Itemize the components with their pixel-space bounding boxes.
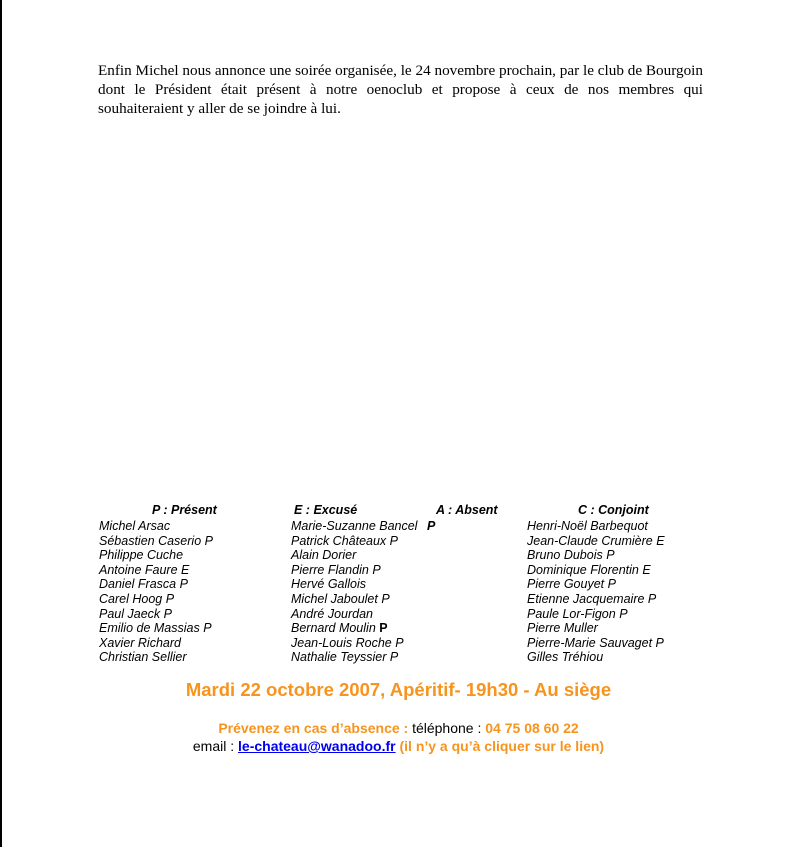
member-entry [527,534,665,549]
phone-label: téléphone : [412,720,482,736]
member-entry [99,636,213,651]
member-entry [99,534,213,549]
member-status: E [656,533,665,548]
member-status: P [203,621,212,636]
member-name: Emilio de Massias [99,621,200,636]
member-entry [291,636,435,651]
member-name: Hervé Gallois [291,577,367,592]
member-entry [99,519,213,534]
member-status: P [389,533,399,548]
member-name: Pierre Gouyet [527,577,605,592]
member-entry [291,621,435,636]
member-entry [527,636,665,651]
member-entry [291,607,435,622]
legend-conjoint: C : Conjoint [578,503,649,517]
member-entry [291,548,435,563]
member-entry [291,563,435,578]
member-status: P [426,519,436,533]
member-name: Jean-Claude Crumière [527,533,653,548]
legend-absent: A : Absent [436,503,498,517]
member-name: Gilles Tréhiou [527,650,604,665]
member-entry [99,607,213,622]
email-hint: (il n’y a qu’à cliquer sur le lien) [399,738,605,754]
contact-phone-line [2,720,793,736]
member-entry [291,592,435,607]
member-name: Jean-Louis Roche [291,635,392,650]
member-entry [527,563,665,578]
member-entry [99,650,213,665]
member-column-3 [527,519,665,665]
member-status: P [647,591,657,606]
member-name: Nathalie Teyssier [291,650,387,665]
member-status: P [655,635,664,650]
member-status: P [607,577,616,592]
member-name: Pierre Flandin [291,562,369,577]
member-name: Bruno Dubois [527,548,603,563]
member-name: Dominique Florentin [527,562,639,577]
member-name: Paule Lor-Figon [527,606,616,621]
legend-excuse: E : Excusé [294,503,358,517]
member-entry [291,577,435,592]
member-entry [527,592,665,607]
member-name: Sébastien Caserio [99,533,202,548]
member-entry [527,519,665,534]
member-status: P [204,533,213,548]
member-entry [99,548,213,563]
member-name: Antoine Faure [99,562,178,577]
email-link[interactable]: le-chateau@wanadoo.fr [238,738,396,754]
member-status: P [606,548,615,563]
member-entry [527,607,665,622]
member-name: Alain Dorier [291,548,357,563]
contact-email-line [2,738,793,754]
member-name: Henri-Noël Barbequot [527,519,648,533]
member-status: P [372,562,381,577]
member-name: Christian Sellier [99,650,187,665]
next-meeting-announcement: Mardi 22 octobre 2007, Apéritif- 19h30 - Au siège [185,679,612,700]
member-name: Michel Jaboulet [291,591,378,606]
member-status: P [379,621,388,636]
member-entry [527,650,665,665]
member-status: P [619,606,628,621]
phone-number: 04 75 08 60 22 [485,720,579,736]
member-entry [291,519,435,534]
email-label: email : [192,738,235,754]
member-name: Patrick Châteaux [291,533,387,548]
member-entry [527,621,665,636]
member-status: P [395,635,404,650]
member-name: Bernard Moulin [291,621,376,636]
member-name: Carel Hoog [99,591,163,606]
member-name: Daniel Frasca [99,577,177,592]
intro-paragraph: Enfin Michel nous annonce une soirée organisée, le 24 novembre prochain, par le club de Bourgoin dont le Président était présent à notre oenoclub et propose à ceux de nos membres qui souhaiteraient y aller de se joindre à lui. [98,62,703,117]
member-name: Marie-Suzanne Bancel [291,519,418,533]
member-name: Etienne Jacquemaire [527,591,645,606]
member-status: P [165,591,175,606]
member-name: Xavier Richard [99,635,181,650]
member-name: André Jourdan [291,606,374,621]
member-status: P [389,650,399,665]
member-name: Michel Arsac [99,519,171,533]
member-status: P [163,606,172,621]
legend-present: P : Présent [152,503,217,517]
member-entry [99,621,213,636]
member-entry [99,563,213,578]
member-entry [99,592,213,607]
member-status: E [642,562,651,577]
member-name: Pierre Muller [527,621,598,636]
member-status: P [381,591,390,606]
member-entry [527,548,665,563]
member-name: Philippe Cuche [99,548,184,563]
member-column-1 [99,519,213,665]
absence-label: Prévenez en cas d’absence : [218,720,409,736]
member-name: Pierre-Marie Sauvaget [527,635,653,650]
member-entry [291,534,435,549]
member-column-2 [291,519,435,665]
member-name: Paul Jaeck [99,606,161,621]
member-status: P [179,577,188,592]
member-entry [527,577,665,592]
member-entry [291,650,435,665]
member-status: E [181,562,190,577]
member-entry [99,577,213,592]
